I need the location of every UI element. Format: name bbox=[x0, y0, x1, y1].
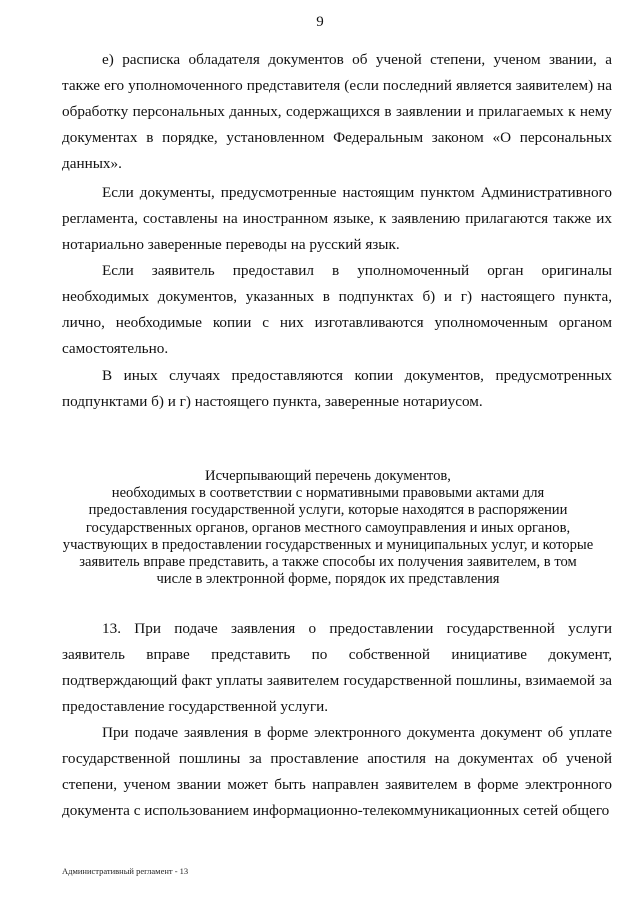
paragraph-originals: Если заявитель предоставил в уполномоченный орган оригиналы необходимых документов, указанных в подпунктах б) и г) настоящего пункта, лично, необходимые копии с них изготавливаются уполномоченным органом самостоятельно. bbox=[62, 262, 612, 357]
heading-line: предоставления государственной услуги, которые находятся в распоряжении bbox=[88, 502, 568, 519]
heading-line: заявитель вправе представить, а также способы их получения заявителем, в том bbox=[79, 554, 577, 571]
section-heading bbox=[40, 468, 616, 588]
heading-line: необходимых в соответствии с нормативными правовыми актами для bbox=[111, 485, 545, 502]
paragraph-receipt: е) расписка обладателя документов об ученой степени, ученом звании, а также его уполномоченного представителя (если последний является заявителем) на обработку персональных данных, содержащихся в заявлении и прилагаемых к нему документах в порядке, установленном Федеральным законом «О персональных данных». bbox=[62, 51, 612, 172]
page-number: 9 bbox=[316, 14, 324, 30]
paragraph-item-13: 13. При подаче заявления о предоставлении государственной услуги заявитель вправе представить по собственной инициативе документ, подтверждающий факт уплаты заявителем государственной пошлины, взимаемой за предоставление государственной услуги. bbox=[62, 620, 612, 715]
heading-line: участвующих в предоставлении государственных и муниципальных услуг, и которые bbox=[62, 536, 594, 553]
heading-line: числе в электронной форме, порядок их представления bbox=[156, 571, 500, 588]
paragraph-electronic-submission: При подаче заявления в форме электронного документа документ об уплате государственной пошлины за проставление апостиля на документах об ученой степени, ученом звании может быть направлен заявителем в форме электронного документа с использованием информационно-телекоммуникационных сетей общего bbox=[62, 724, 612, 819]
paragraph-foreign-language: Если документы, предусмотренные настоящим пунктом Административного регламента, составлены на иностранном языке, к заявлению прилагаются также их нотариально заверенные переводы на русский язык. bbox=[62, 184, 612, 253]
heading-line: государственных органов, органов местного самоуправления и иных органов, bbox=[85, 519, 571, 536]
footer-label: Административный регламент - 13 bbox=[62, 866, 189, 876]
heading-line: Исчерпывающий перечень документов, bbox=[205, 468, 451, 484]
paragraph-copies: В иных случаях предоставляются копии документов, предусмотренных подпунктами б) и г) настоящего пункта, заверенные нотариусом. bbox=[62, 367, 612, 410]
